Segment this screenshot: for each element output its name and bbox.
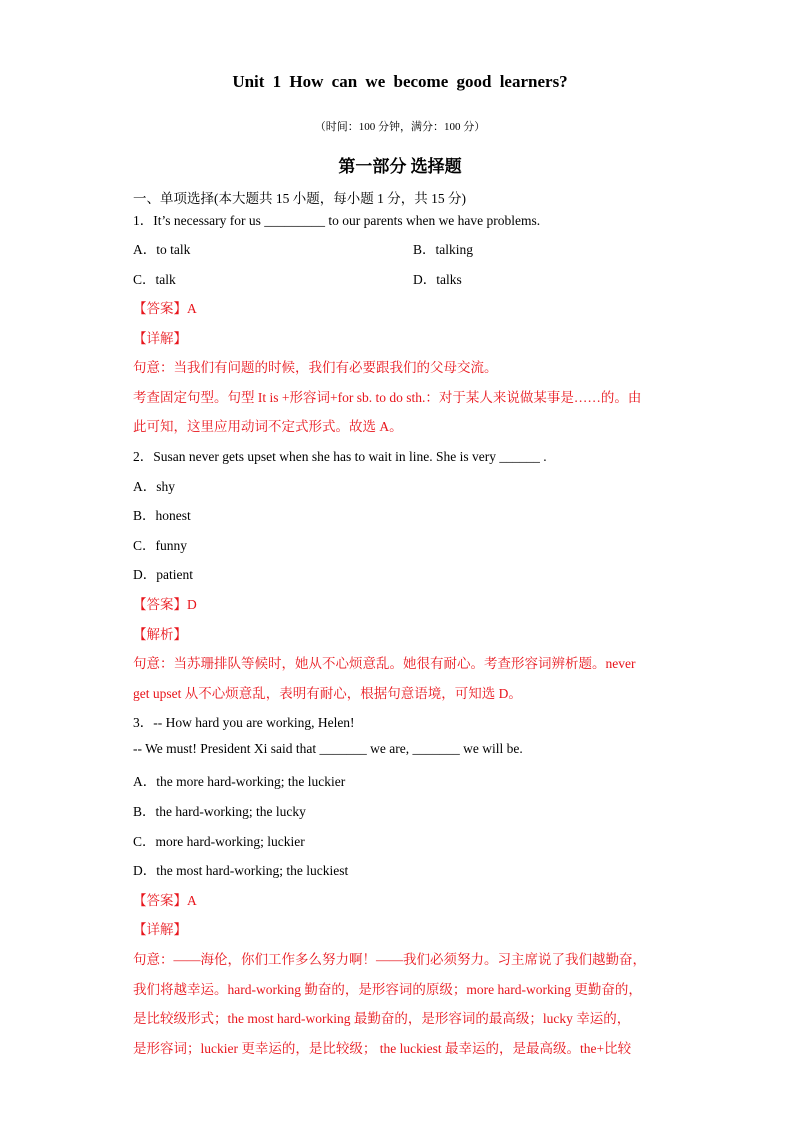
q1-option-c: C．talk xyxy=(133,272,176,287)
q3-option-d: D．the most hard-working; the luckiest xyxy=(133,863,349,878)
q2-option-b: B．honest xyxy=(133,508,191,523)
q3-option-a: A．the more hard-working; the luckier xyxy=(133,774,346,789)
q1-option-b: B．talking xyxy=(413,242,473,257)
instructions: 一、单项选择(本大题共 15 小题，每小题 1 分，共 15 分) xyxy=(133,191,466,206)
q3-analysis-line-2: 我们将越幸运。hard-working 勤奋的，是形容词的原级；more hard-working 更勤奋的， xyxy=(133,982,642,997)
q3-explain-label: 【详解】 xyxy=(133,922,187,937)
q3-option-c: C．more hard-working; luckier xyxy=(133,834,305,849)
q2-analysis-line-1: 句意：当苏珊排队等候时，她从不心烦意乱。她很有耐心。考查形容词辨析题。never xyxy=(133,656,636,671)
q2-option-c: C．funny xyxy=(133,538,187,553)
q3-answer: 【答案】A xyxy=(133,893,197,908)
q1-analysis-line-2: 此可知，这里应用动词不定式形式。故选 A。 xyxy=(133,419,403,434)
q3-stem-line-1: 3．-- How hard you are working, Helen! xyxy=(133,715,355,730)
q1-option-d: D．talks xyxy=(413,272,462,287)
page-title: Unit 1 How can we become good learners? xyxy=(232,72,568,91)
page-subtitle: （时间：100 分钟，满分：100 分） xyxy=(314,121,486,133)
q2-analysis-line-2: get upset 从不心烦意乱，表明有耐心，根据句意语境，可知选 D。 xyxy=(133,686,522,701)
q3-stem-line-2: -- We must! President Xi said that _______ we are, _______ we will be. xyxy=(133,741,523,756)
q1-meaning: 句意：当我们有问题的时候，我们有必要跟我们的父母交流。 xyxy=(133,360,498,375)
q3-analysis-line-4: 是形容词；luckier 更幸运的，是比较级； the luckiest 最幸运的，是最高级。the+比较 xyxy=(133,1041,632,1056)
q2-option-a: A．shy xyxy=(133,479,176,494)
q1-option-a: A．to talk xyxy=(133,242,191,257)
q2-answer: 【答案】D xyxy=(133,597,197,612)
q3-analysis-line-3: 是比较级形式；the most hard-working 最勤奋的，是形容词的最高级；lucky 幸运的， xyxy=(133,1011,631,1026)
section-heading: 第一部分 选择题 xyxy=(338,157,462,176)
q1-analysis-line-1: 考查固定句型。句型 It is +形容词+for sb. to do sth.：对于某人来说做某事是……的。由 xyxy=(133,390,642,405)
q2-option-d: D．patient xyxy=(133,567,193,582)
q3-analysis-line-1: 句意：——海伦，你们工作多么努力啊！——我们必须努力。习主席说了我们越勤奋， xyxy=(133,952,646,967)
q2-explain-label: 【解析】 xyxy=(133,627,187,642)
q3-option-b: B．the hard-working; the lucky xyxy=(133,804,306,819)
q2-stem: 2．Susan never gets upset when she has to wait in line. She is very ______ . xyxy=(133,449,547,464)
q1-stem: 1．It’s necessary for us _________ to our parents when we have problems. xyxy=(133,213,541,228)
q1-answer: 【答案】A xyxy=(133,301,197,316)
q1-explain-label: 【详解】 xyxy=(133,331,187,346)
